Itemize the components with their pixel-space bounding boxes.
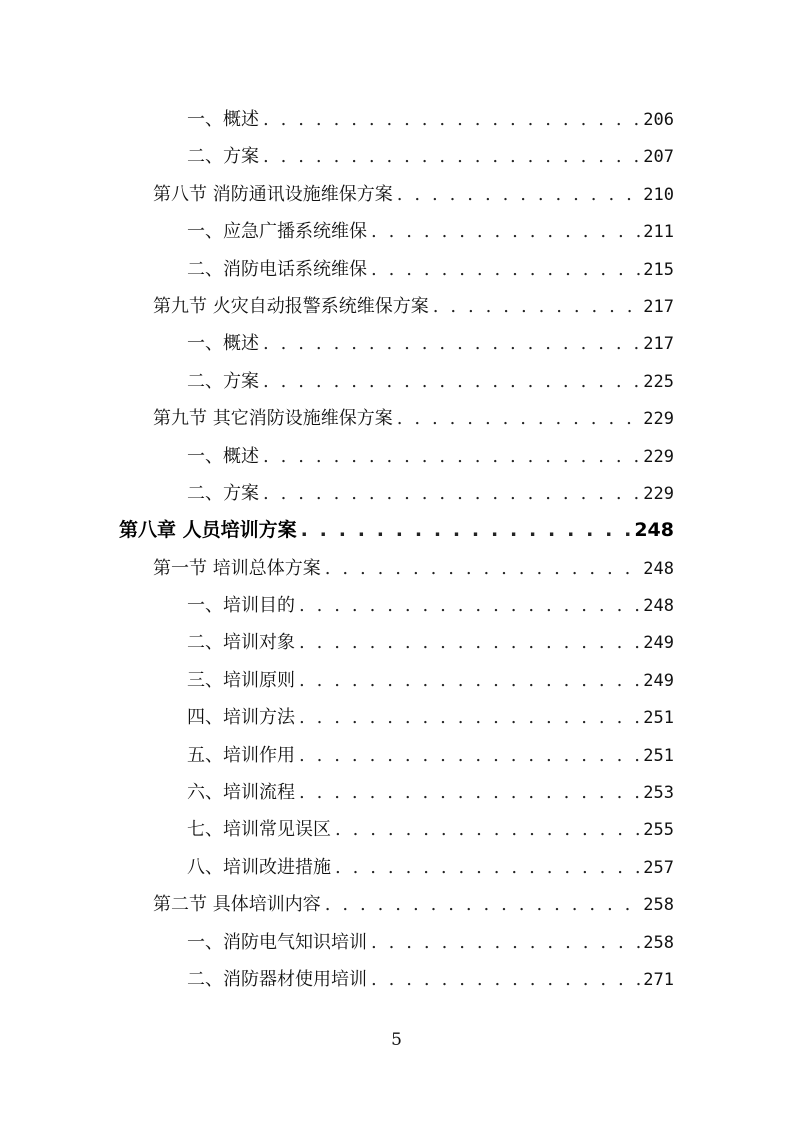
page-number-footer: 5 (391, 1030, 402, 1050)
toc-entry-title: 二、消防器材使用培训 (187, 968, 367, 990)
toc-entry-title: 一、培训目的 (187, 595, 295, 617)
toc-entry-page-number: 229 (643, 446, 674, 467)
toc-entry-page-number: 253 (643, 783, 674, 804)
dot-leader (301, 512, 633, 549)
toc-entry-page-number: 229 (643, 409, 674, 430)
toc-entry-title: 第一节 培训总体方案 (153, 557, 321, 579)
toc-entry-page-number: 210 (643, 184, 674, 205)
toc-entry-page-number: 249 (643, 670, 674, 691)
toc-entry-page-number: 207 (643, 147, 674, 168)
dot-leader (335, 849, 641, 886)
dot-leader (263, 438, 641, 475)
toc-subsection-entry[interactable] (0, 737, 793, 774)
toc-subsection-entry[interactable] (0, 363, 793, 400)
toc-section-entry[interactable] (0, 550, 793, 587)
toc-entry-title: 一、概述 (187, 445, 259, 467)
toc-entry-page-number: 251 (643, 708, 674, 729)
toc-entry-page-number: 248 (643, 596, 674, 617)
toc-entry-page-number: 215 (643, 259, 674, 280)
dot-leader (299, 624, 641, 661)
dot-leader (371, 213, 641, 250)
toc-entry-page-number: 229 (643, 483, 674, 504)
toc-chapter-entry[interactable] (0, 512, 793, 549)
toc-entry-page-number: 206 (643, 110, 674, 130)
toc-entry-title: 七、培训常见误区 (187, 819, 331, 841)
dot-leader (325, 550, 642, 587)
dot-leader (299, 774, 641, 811)
toc-entry-page-number: 217 (643, 334, 674, 355)
toc-entry-page-number: 271 (643, 969, 674, 990)
dot-leader (263, 363, 641, 400)
toc-entry-title: 三、培训原则 (187, 669, 295, 691)
toc-subsection-entry[interactable] (0, 699, 793, 736)
toc-entry-page-number: 257 (643, 857, 674, 878)
toc-subsection-entry[interactable] (0, 475, 793, 512)
toc-entry-title: 二、消防电话系统维保 (187, 258, 367, 280)
toc-entry-page-number: 248 (634, 519, 674, 542)
table-of-contents (0, 101, 793, 998)
toc-section-entry[interactable] (0, 400, 793, 437)
toc-entry-page-number: 225 (643, 371, 674, 392)
toc-entry-title: 四、培训方法 (187, 707, 295, 729)
toc-subsection-entry[interactable] (0, 138, 793, 175)
toc-entry-title: 一、应急广播系统维保 (187, 221, 367, 243)
toc-subsection-entry[interactable] (0, 774, 793, 811)
dot-leader (397, 176, 642, 213)
toc-entry-title: 一、概述 (187, 109, 259, 130)
toc-entry-title: 一、消防电气知识培训 (187, 931, 367, 953)
dot-leader (299, 699, 641, 736)
dot-leader (397, 400, 642, 437)
toc-subsection-entry[interactable] (0, 662, 793, 699)
toc-subsection-entry[interactable] (0, 213, 793, 250)
dot-leader (263, 325, 641, 362)
toc-subsection-entry[interactable] (0, 101, 793, 138)
dot-leader (299, 587, 641, 624)
dot-leader (299, 662, 641, 699)
dot-leader (335, 811, 641, 848)
toc-entry-title: 第八章 人员培训方案 (119, 519, 297, 542)
toc-subsection-entry[interactable] (0, 961, 793, 998)
toc-entry-page-number: 249 (643, 633, 674, 654)
toc-entry-page-number: 258 (643, 895, 674, 916)
toc-entry-title: 第八节 消防通讯设施维保方案 (153, 183, 393, 205)
toc-entry-title: 一、概述 (187, 333, 259, 355)
toc-subsection-entry[interactable] (0, 251, 793, 288)
dot-leader (371, 961, 641, 998)
toc-entry-title: 六、培训流程 (187, 782, 295, 804)
toc-subsection-entry[interactable] (0, 849, 793, 886)
dot-leader (263, 101, 641, 138)
toc-subsection-entry[interactable] (0, 924, 793, 961)
dot-leader (263, 475, 641, 512)
toc-entry-title: 五、培训作用 (187, 744, 295, 766)
toc-entry-title: 第九节 其它消防设施维保方案 (153, 408, 393, 430)
toc-entry-title: 二、方案 (187, 146, 259, 168)
toc-subsection-entry[interactable] (0, 624, 793, 661)
toc-section-entry[interactable] (0, 288, 793, 325)
dot-leader (433, 288, 642, 325)
toc-subsection-entry[interactable] (0, 811, 793, 848)
dot-leader (371, 251, 641, 288)
toc-entry-page-number: 251 (643, 745, 674, 766)
toc-entry-title: 二、方案 (187, 370, 259, 392)
dot-leader (299, 737, 641, 774)
toc-section-entry[interactable] (0, 176, 793, 213)
toc-entry-page-number: 217 (643, 296, 674, 317)
toc-entry-page-number: 258 (643, 932, 674, 953)
toc-subsection-entry[interactable] (0, 438, 793, 475)
toc-entry-title: 八、培训改进措施 (187, 856, 331, 878)
toc-entry-page-number: 255 (643, 820, 674, 841)
toc-entry-title: 第二节 具体培训内容 (153, 894, 321, 916)
toc-entry-title: 二、培训对象 (187, 632, 295, 654)
dot-leader (371, 924, 641, 961)
toc-entry-title: 第九节 火灾自动报警系统维保方案 (153, 295, 429, 317)
toc-entry-title: 二、方案 (187, 482, 259, 504)
toc-entry-page-number: 211 (643, 222, 674, 243)
toc-section-entry[interactable] (0, 886, 793, 923)
toc-subsection-entry[interactable] (0, 325, 793, 362)
dot-leader (263, 138, 641, 175)
toc-entry-page-number: 248 (643, 558, 674, 579)
toc-subsection-entry[interactable] (0, 587, 793, 624)
dot-leader (325, 886, 642, 923)
